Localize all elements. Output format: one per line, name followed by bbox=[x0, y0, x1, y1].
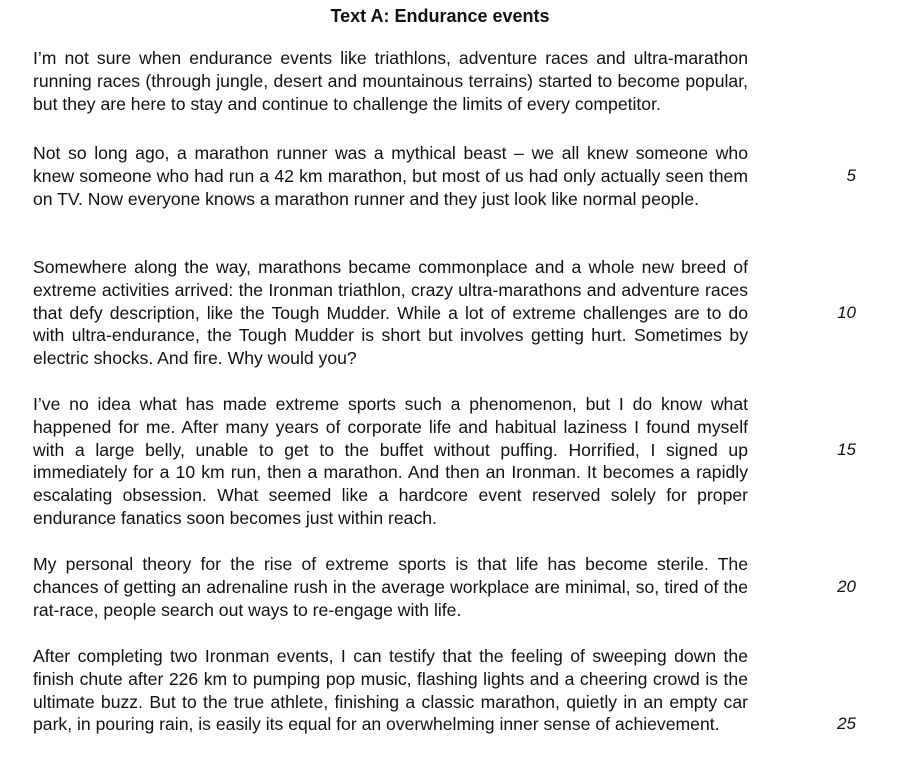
paragraph-6: After completing two Ironman events, I can testify that the feeling of sweeping down the finish chute after 226 km to pumping pop music, flashing lights and a cheering crowd is the ultimate buzz. But to the true athlete, finishing a classic marathon, quietly in an empty car park, in pouring rain, is easily its equal for an overwhelming inner sense of achievement. bbox=[33, 646, 748, 735]
paragraph-2: Not so long ago, a marathon runner was a mythical beast – we all knew someone who knew someone who had run a 42 km marathon, but most of us had only actually seen them on TV. Now everyone knows a marathon runner and they just look like normal people. bbox=[33, 143, 748, 209]
paragraph-1: I’m not sure when endurance events like triathlons, adventure races and ultra-marathon running races (through jungle, desert and mountainous terrains) started to become popular, but they are here to stay and continue to challenge the limits of every competitor. bbox=[33, 48, 748, 114]
line-number-25: 25 bbox=[837, 714, 856, 733]
paragraph-5: My personal theory for the rise of extreme sports is that life has become sterile. The chances of getting an adrenaline rush in the average workplace are minimal, so, tired of the rat-race, people search out ways to re-engage with life. bbox=[33, 554, 748, 620]
page-title: Text A: Endurance events bbox=[330, 6, 550, 26]
line-number-20: 20 bbox=[837, 577, 856, 596]
paragraph-4: I’ve no idea what has made extreme sports such a phenomenon, but I do know what happened for me. After many years of corporate life and habitual laziness I found myself with a large belly, unable to get to the buffet without puffing. Horrified, I signed up immediately for a 10 km run, then a marathon. And then an Ironman. It becomes a rapidly escalating obsession. What seemed like a hardcore event reserved solely for proper endurance fanatics soon becomes just within reach. bbox=[33, 394, 748, 528]
line-number-10: 10 bbox=[837, 303, 856, 322]
paragraph-3: Somewhere along the way, marathons became commonplace and a whole new breed of extreme activities arrived: the Ironman triathlon, crazy ultra-marathons and adventure races that defy description, like the Tough Mudder. While a lot of extreme challenges are to do with ultra-endurance, the Tough Mudder is short but involves getting hurt. Sometimes by electric shocks. And fire. Why would you? bbox=[33, 257, 748, 369]
line-number-5: 5 bbox=[846, 166, 856, 185]
line-number-15: 15 bbox=[837, 440, 856, 459]
